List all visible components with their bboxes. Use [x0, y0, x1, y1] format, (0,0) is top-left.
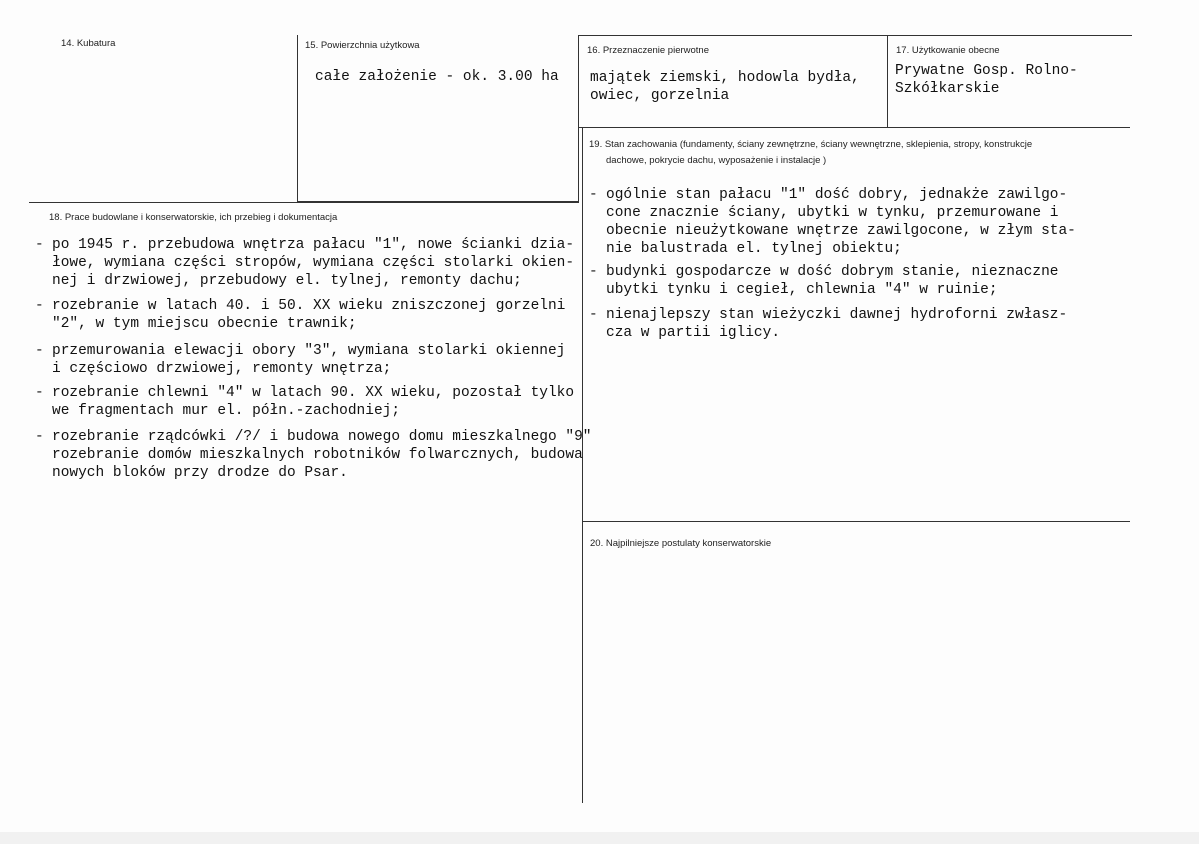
field-20-label: 20. Najpilniejsze postulaty konserwatorskie [590, 538, 772, 549]
bullet-dash: - [589, 307, 598, 323]
field-14-label: 14. Kubatura [61, 38, 116, 49]
item-line: nej i drzwiowej, przebudowy el. tylnej, remonty dachu; [52, 273, 522, 289]
field-18-label: 18. Prace budowlane i konserwatorskie, ich przebieg i dokumentacja [49, 212, 338, 223]
item-line: nie balustrada el. tylnej obiektu; [606, 241, 902, 257]
field-16-value-line: majątek ziemski, hodowla bydła, [590, 70, 860, 86]
field-17-value-line: Prywatne Gosp. Rolno- [895, 63, 1078, 79]
bullet-dash: - [35, 343, 44, 359]
item-line: nowych bloków przy drodze do Psar. [52, 465, 348, 481]
divider-16-top [578, 35, 1132, 36]
item-line: rozebranie chlewni "4" w latach 90. XX wieku, pozostał tylko [52, 385, 575, 401]
field-17-label: 17. Użytkowanie obecne [896, 45, 1000, 56]
item-line: rozebranie rządcówki /?/ i budowa nowego domu mieszkalnego "9" [52, 429, 592, 445]
item-line: ogólnie stan pałacu "1" dość dobry, jednakże zawilgo- [606, 187, 1068, 203]
bullet-dash: - [35, 385, 44, 401]
item-line: po 1945 r. przebudowa wnętrza pałacu "1", nowe ścianki dzia- [52, 237, 575, 253]
item-line: i częściowo drzwiowej, remonty wnętrza; [52, 361, 392, 377]
item-line: przemurowania elewacji obory "3", wymiana stolarki okiennej [52, 343, 566, 359]
divider-14-15 [297, 35, 298, 202]
bullet-dash: - [35, 237, 44, 253]
divider-20-top [582, 521, 1130, 522]
field-19-label: dachowe, pokrycie dachu, wyposażenie i instalacje ) [606, 155, 827, 166]
item-line: budynki gospodarcze w dość dobrym stanie, nieznaczne [606, 264, 1059, 280]
bullet-dash: - [589, 187, 598, 203]
item-line: rozebranie domów mieszkalnych robotników folwarcznych, budowa [52, 447, 583, 463]
field-15-label: 15. Powierzchnia użytkowa [305, 40, 420, 51]
bullet-dash: - [35, 429, 44, 445]
field-16-value-line: owiec, gorzelnia [590, 88, 730, 104]
field-17-value-line: Szkółkarskie [895, 81, 1000, 97]
item-line: we fragmentach mur el. półn.-zachodniej; [52, 403, 401, 419]
divider-15-16 [578, 35, 579, 202]
divider-17-bottom [578, 127, 1130, 128]
field-19-label: 19. Stan zachowania (fundamenty, ściany zewnętrzne, ściany wewnętrzne, sklepienia, stropy, konstrukcje [589, 139, 1033, 150]
scan-edge [0, 832, 1199, 844]
item-line: rozebranie w latach 40. i 50. XX wieku zniszczonej gorzelni [52, 298, 566, 314]
item-line: ubytki tynku i cegieł, chlewnia "4" w ruinie; [606, 282, 998, 298]
field-16-label: 16. Przeznaczenie pierwotne [587, 45, 709, 56]
divider-16-17 [887, 35, 888, 127]
bullet-dash: - [589, 264, 598, 280]
item-line: cza w partii iglicy. [606, 325, 781, 341]
bullet-dash: - [35, 298, 44, 314]
divider-18-top [29, 202, 579, 203]
item-line: nienajlepszy stan wieżyczki dawnej hydroforni zwłasz- [606, 307, 1068, 323]
item-line: "2", w tym miejscu obecnie trawnik; [52, 316, 357, 332]
item-line: cone znacznie ściany, ubytki w tynku, przemurowane i [606, 205, 1059, 221]
item-line: obecnie nieużytkowane wnętrze zawilgocone, w złym sta- [606, 223, 1076, 239]
item-line: łowe, wymiana części stropów, wymiana części stolarki okien- [52, 255, 575, 271]
field-15-value: całe założenie - ok. 3.00 ha [315, 69, 559, 85]
